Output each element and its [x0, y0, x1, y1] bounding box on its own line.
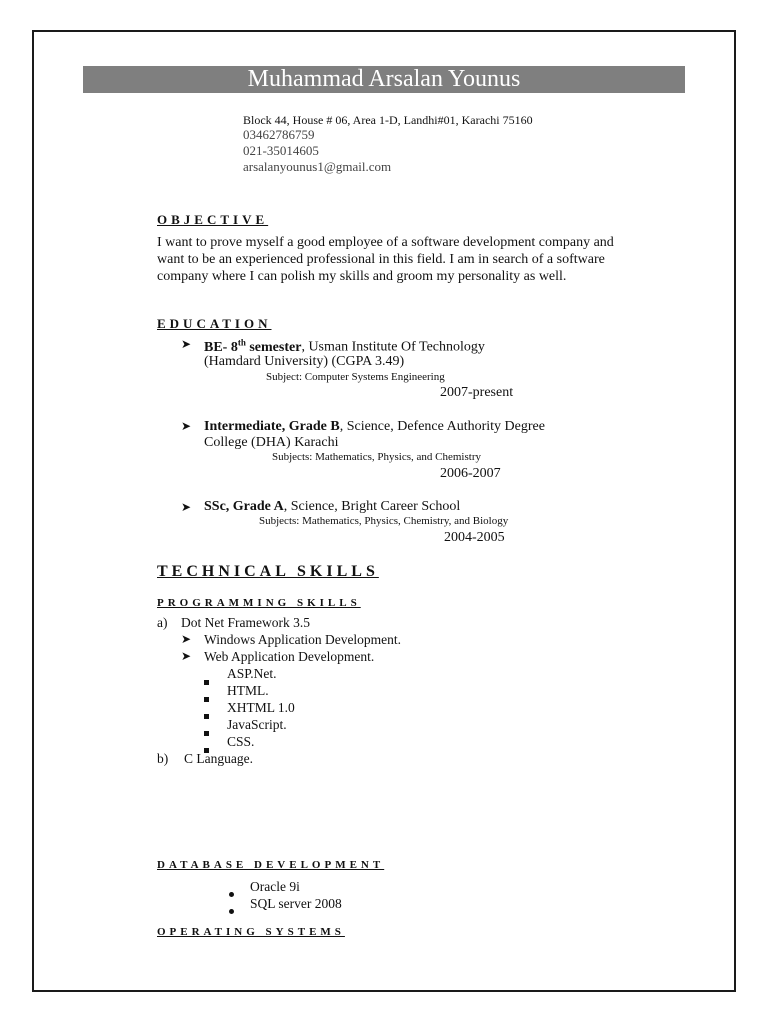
- education-subject: Subjects: Mathematics, Physics, Chemistry, and Biology: [259, 515, 509, 527]
- institution: , Science, Defence Authority Degree: [339, 419, 545, 434]
- institution: , Science, Bright Career School: [283, 499, 461, 514]
- education-years: 2004-2005: [444, 530, 505, 545]
- operating-systems-heading: OPERATING SYSTEMS: [157, 926, 345, 938]
- degree-superscript: th: [237, 337, 246, 347]
- education-item-1: [204, 337, 485, 356]
- name-banner: [83, 66, 685, 93]
- education-heading: EDUCATION: [157, 316, 272, 331]
- arrow-bullet-icon: ➤: [181, 632, 192, 646]
- education-subject: Subject: Computer Systems Engineering: [266, 371, 445, 383]
- phone-mobile: 03462786759: [243, 127, 315, 142]
- square-bullet-icon: [204, 723, 209, 741]
- list-item: Windows Application Development.: [204, 632, 402, 647]
- objective-text: I want to prove myself a good employee of a software development company and want to be an experienced professional in this field. I am in search of a software company where I can polish my skills and groom my personality as well.: [157, 235, 614, 284]
- degree: BE- 8: [204, 339, 238, 355]
- list-item: Web Application Development.: [204, 649, 375, 664]
- degree: SSc, Grade A: [204, 499, 284, 514]
- arrow-bullet-icon: ➤: [181, 419, 192, 433]
- arrow-bullet-icon: ➤: [181, 500, 192, 514]
- candidate-name: Muhammad Arsalan Younus: [247, 66, 521, 92]
- list-marker-a: a): [157, 615, 168, 630]
- list-item: ASP.Net.: [227, 666, 277, 681]
- square-bullet-icon: [204, 706, 209, 724]
- objective-heading: OBJECTIVE: [157, 212, 269, 227]
- list-marker-b: b): [157, 751, 169, 766]
- education-line2: College (DHA) Karachi: [204, 435, 339, 450]
- phone-landline: 021-35014605: [243, 143, 319, 158]
- education-item-3: [204, 499, 460, 515]
- education-years: 2007-present: [440, 385, 514, 400]
- c-language: C Language.: [184, 751, 253, 766]
- list-item: XHTML 1.0: [227, 700, 295, 715]
- dot-bullet-icon: [229, 884, 234, 902]
- list-item: JavaScript.: [227, 717, 287, 732]
- square-bullet-icon: [204, 672, 209, 690]
- list-item: SQL server 2008: [250, 896, 342, 911]
- education-item-2: [204, 419, 545, 435]
- arrow-bullet-icon: ➤: [181, 649, 192, 663]
- database-development-heading: DATABASE DEVELOPMENT: [157, 859, 385, 871]
- degree-cont: semester: [245, 339, 302, 355]
- education-subject: Subjects: Mathematics, Physics, and Chemistry: [272, 451, 481, 463]
- email: arsalanyounus1@gmail.com: [243, 159, 392, 174]
- education-line2: (Hamdard University) (CGPA 3.49): [204, 354, 405, 369]
- dot-net-framework: Dot Net Framework 3.5: [181, 615, 310, 630]
- arrow-bullet-icon: ➤: [181, 337, 192, 351]
- dot-bullet-icon: [229, 901, 234, 919]
- technical-skills-heading: TECHNICAL SKILLS: [157, 563, 379, 580]
- programming-skills-heading: PROGRAMMING SKILLS: [157, 597, 361, 609]
- list-item: Oracle 9i: [250, 879, 300, 894]
- list-item: CSS.: [227, 734, 255, 749]
- square-bullet-icon: [204, 689, 209, 707]
- institution: , Usman Institute Of Technology: [301, 339, 485, 355]
- list-item: HTML.: [227, 683, 269, 698]
- education-years: 2006-2007: [440, 466, 501, 481]
- address: Block 44, House # 06, Area 1-D, Landhi#01, Karachi 75160: [243, 113, 533, 127]
- degree: Intermediate, Grade B: [204, 419, 340, 434]
